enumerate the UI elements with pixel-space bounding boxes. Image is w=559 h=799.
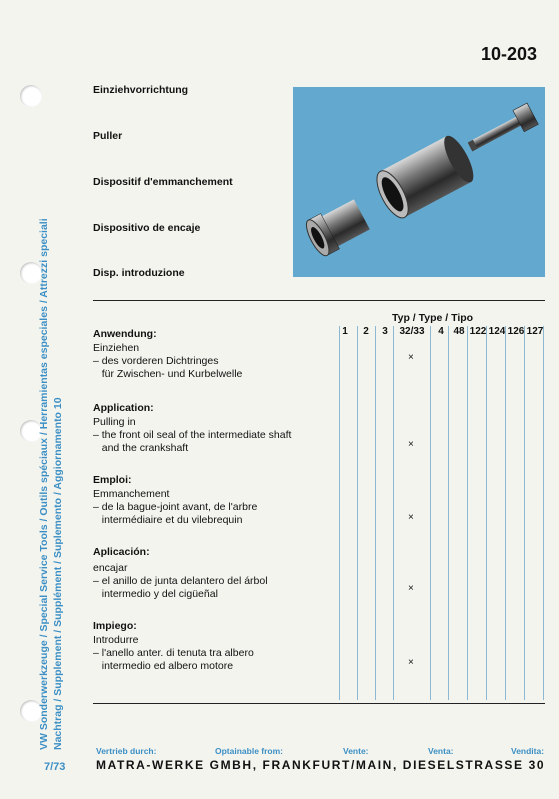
footer-label-fr: Vente: — [343, 746, 369, 756]
grid-line — [430, 326, 431, 700]
title-spanish: Dispositivo de encaje — [93, 222, 201, 234]
grid-line — [505, 326, 506, 700]
title-italian: Disp. introduzione — [93, 267, 185, 279]
section-heading-french: Emploi: — [93, 474, 132, 486]
type-col-127: 127 — [526, 326, 544, 337]
footer-label-en: Optainable from: — [215, 746, 284, 756]
title-english: Puller — [93, 130, 123, 142]
section-line: für Zwischen- und Kurbelwelle — [93, 368, 243, 380]
footer-label-it: Vendita: — [511, 746, 545, 756]
grid-line — [467, 326, 468, 700]
section-heading-german: Anwendung: — [93, 328, 157, 340]
grid-line — [357, 326, 358, 700]
section-line: – the front oil seal of the intermediate shaft — [93, 429, 292, 441]
company-address: MATRA-WERKE GMBH, FRANKFURT/MAIN, DIESELSTRASSE 30 — [96, 758, 546, 772]
type-mark: × — [408, 657, 414, 668]
side-text-supplement: Nachtrag / Supplement / Supplément / Suplemento / Aggiornamento 10 — [52, 397, 64, 750]
punch-hole — [20, 85, 42, 107]
section-line: Introdurre — [93, 634, 139, 646]
adapter-part — [302, 197, 371, 259]
section-line: Einziehen — [93, 342, 140, 354]
footer-label-es: Venta: — [428, 746, 454, 756]
section-line: – des vorderen Dichtringes — [93, 355, 219, 367]
footer-label-de: Vertrieb durch: — [96, 746, 157, 756]
section-line: encajar — [93, 562, 128, 574]
top-divider — [93, 300, 545, 301]
type-mark: × — [408, 352, 414, 363]
section-line: and the crankshaft — [93, 442, 189, 454]
page-code: 7/73 — [44, 761, 66, 773]
title-french: Dispositif d'emmanchement — [93, 176, 233, 188]
title-german: Einziehvorrichtung — [93, 84, 189, 96]
section-heading-spanish: Aplicación: — [93, 546, 150, 558]
section-line: intermedio y del cigüeñal — [93, 588, 218, 600]
grid-line — [339, 326, 340, 700]
sleeve-part — [371, 132, 479, 223]
type-header: Typ / Type / Tipo — [392, 312, 474, 324]
type-col-1: 1 — [342, 326, 348, 337]
tool-photo — [293, 87, 545, 277]
type-col-32-33: 32/33 — [399, 326, 425, 337]
type-col-124: 124 — [488, 326, 506, 337]
type-col-3: 3 — [382, 326, 388, 337]
section-line: intermedio ed albero motore — [93, 660, 234, 672]
type-col-122: 122 — [469, 326, 487, 337]
type-col-4: 4 — [438, 326, 444, 337]
grid-line — [543, 326, 544, 700]
grid-line — [375, 326, 376, 700]
grid-line — [524, 326, 525, 700]
type-mark: × — [408, 512, 414, 523]
side-text-tools: VW Sonderwerkzeuge / Special Service Tools / Outils spéciaux / Herramientas especiales / Attrezzi speciali — [38, 218, 50, 750]
section-line: – de la bague-joint avant, de l'arbre — [93, 501, 258, 513]
bolt-part — [464, 103, 538, 158]
grid-line — [448, 326, 449, 700]
bottom-divider — [93, 703, 545, 704]
section-line: – l'anello anter. di tenuta tra albero — [93, 647, 254, 659]
section-line: – el anillo de junta delantero del árbol — [93, 575, 268, 587]
section-line: intermédiaire et du vilebrequin — [93, 514, 243, 526]
type-mark: × — [408, 439, 414, 450]
section-heading-english: Application: — [93, 402, 154, 414]
section-line: Emmanchement — [93, 488, 170, 500]
grid-line — [393, 326, 394, 700]
type-col-48: 48 — [453, 326, 465, 337]
type-mark: × — [408, 583, 414, 594]
grid-line — [486, 326, 487, 700]
section-heading-italian: Impiego: — [93, 620, 137, 632]
document-number: 10-203 — [480, 44, 537, 64]
section-line: Pulling in — [93, 416, 136, 428]
type-col-126: 126 — [507, 326, 525, 337]
type-col-2: 2 — [363, 326, 369, 337]
